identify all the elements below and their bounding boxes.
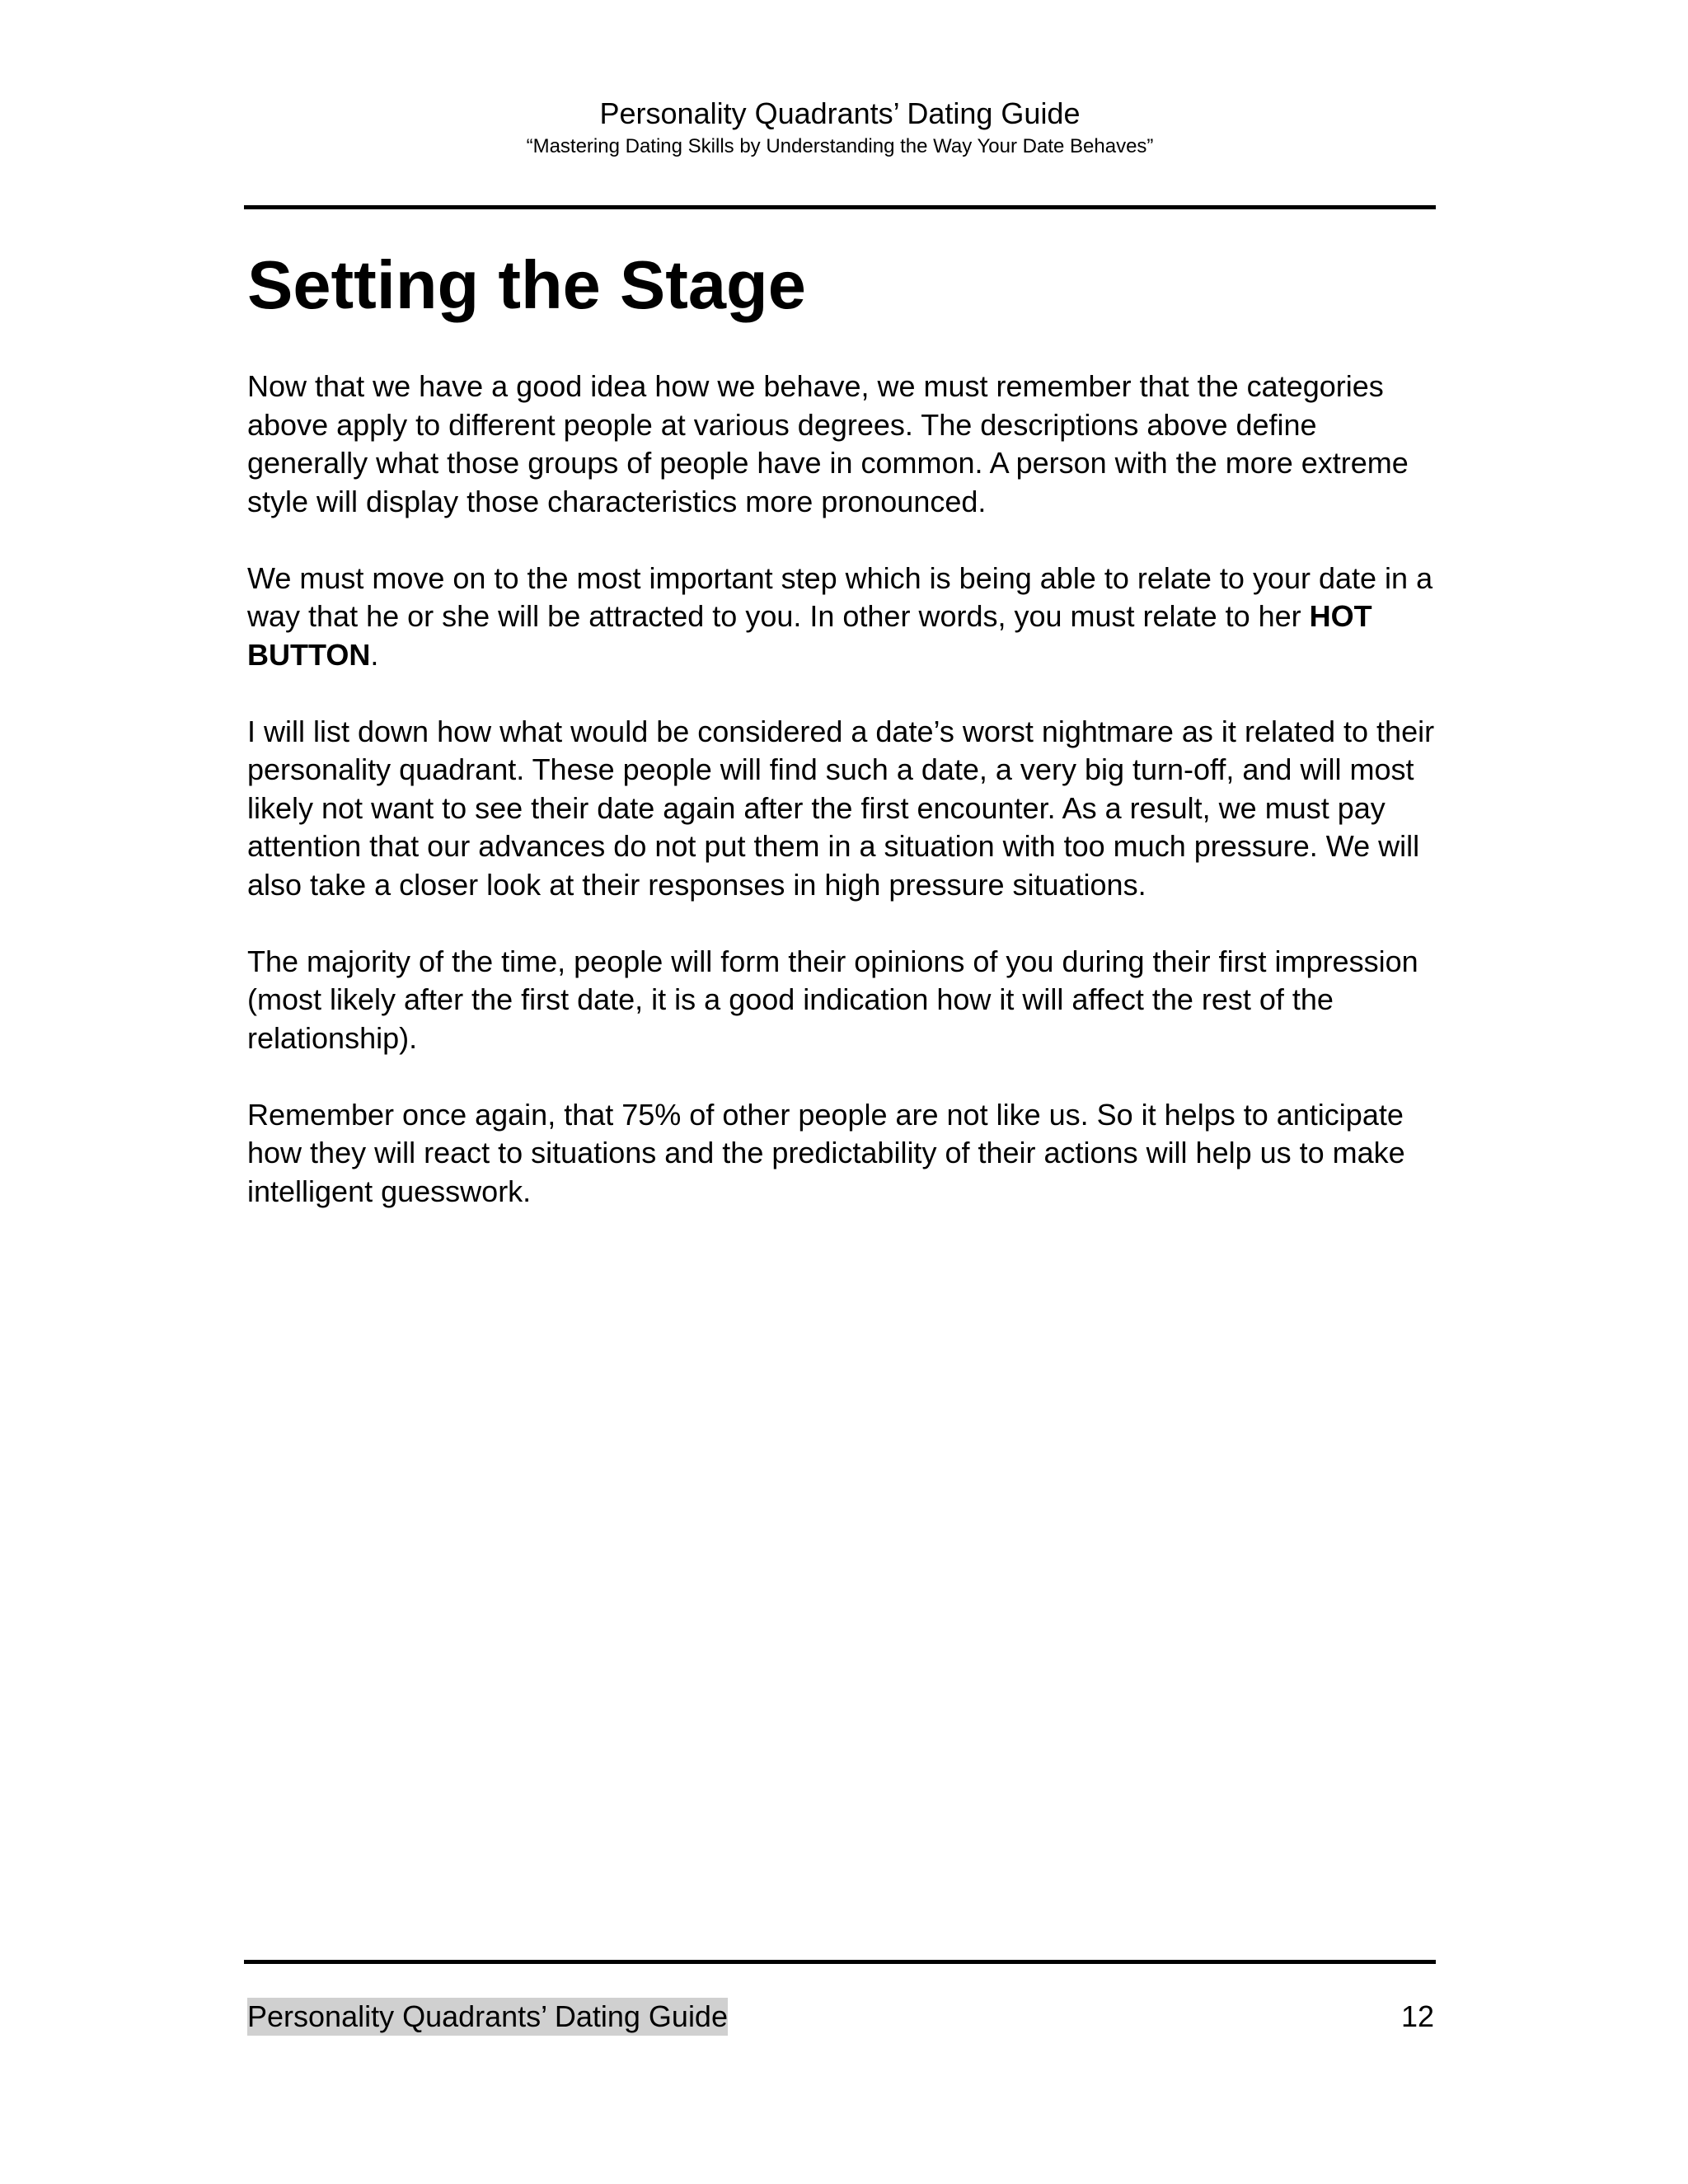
body-text [247, 368, 1444, 1249]
page-title: Setting the Stage [247, 246, 806, 323]
page-header [244, 95, 1436, 161]
footer-title: Personality Quadrants’ Dating Guide [247, 1998, 728, 2036]
paragraph: The majority of the time, people will form their opinions of you during their first impression (most likely after the first date, it is a good indication how it will affect the rest of the relationship). [247, 944, 1418, 1055]
paragraph [247, 560, 1444, 675]
paragraph: Now that we have a good idea how we behave, we must remember that the categories above apply to different people at various degrees. The descriptions above define generally what those groups of people have in common. A person with the more extreme style will display those characteristics more pronounced. [247, 369, 1409, 518]
paragraph-text: . [370, 637, 379, 672]
paragraph: I will list down how what would be considered a date’s worst nightmare as it related to their personality quadrant. These people will find such a date, a very big turn-off, and will most likely not want to see their date again after the first encounter. As a result, we must pay attention that our advances do not put them in a situation with too much pressure. We will also take a closer look at their responses in high pressure situations. [247, 714, 1435, 902]
header-subtitle: “Mastering Dating Skills by Understanding the Way Your Date Behaves” [526, 135, 1154, 157]
paragraph-text: We must move on to the most important step which is being able to relate to your date in a way that he or she will be attracted to you. In other words, you must relate to her [247, 560, 1433, 633]
page-footer [247, 1998, 1434, 2036]
hot-button-emphasis: HOT BUTTON [247, 599, 1372, 672]
header-divider [244, 205, 1436, 209]
header-title: Personality Quadrants’ Dating Guide [599, 96, 1081, 130]
page-number: 12 [1400, 1999, 1434, 2033]
footer-divider [244, 1960, 1436, 1964]
paragraph: Remember once again, that 75% of other people are not like us. So it helps to anticipate how they will react to situations and the predictability of their actions will help us to make intelligent guesswork. [247, 1097, 1405, 1208]
